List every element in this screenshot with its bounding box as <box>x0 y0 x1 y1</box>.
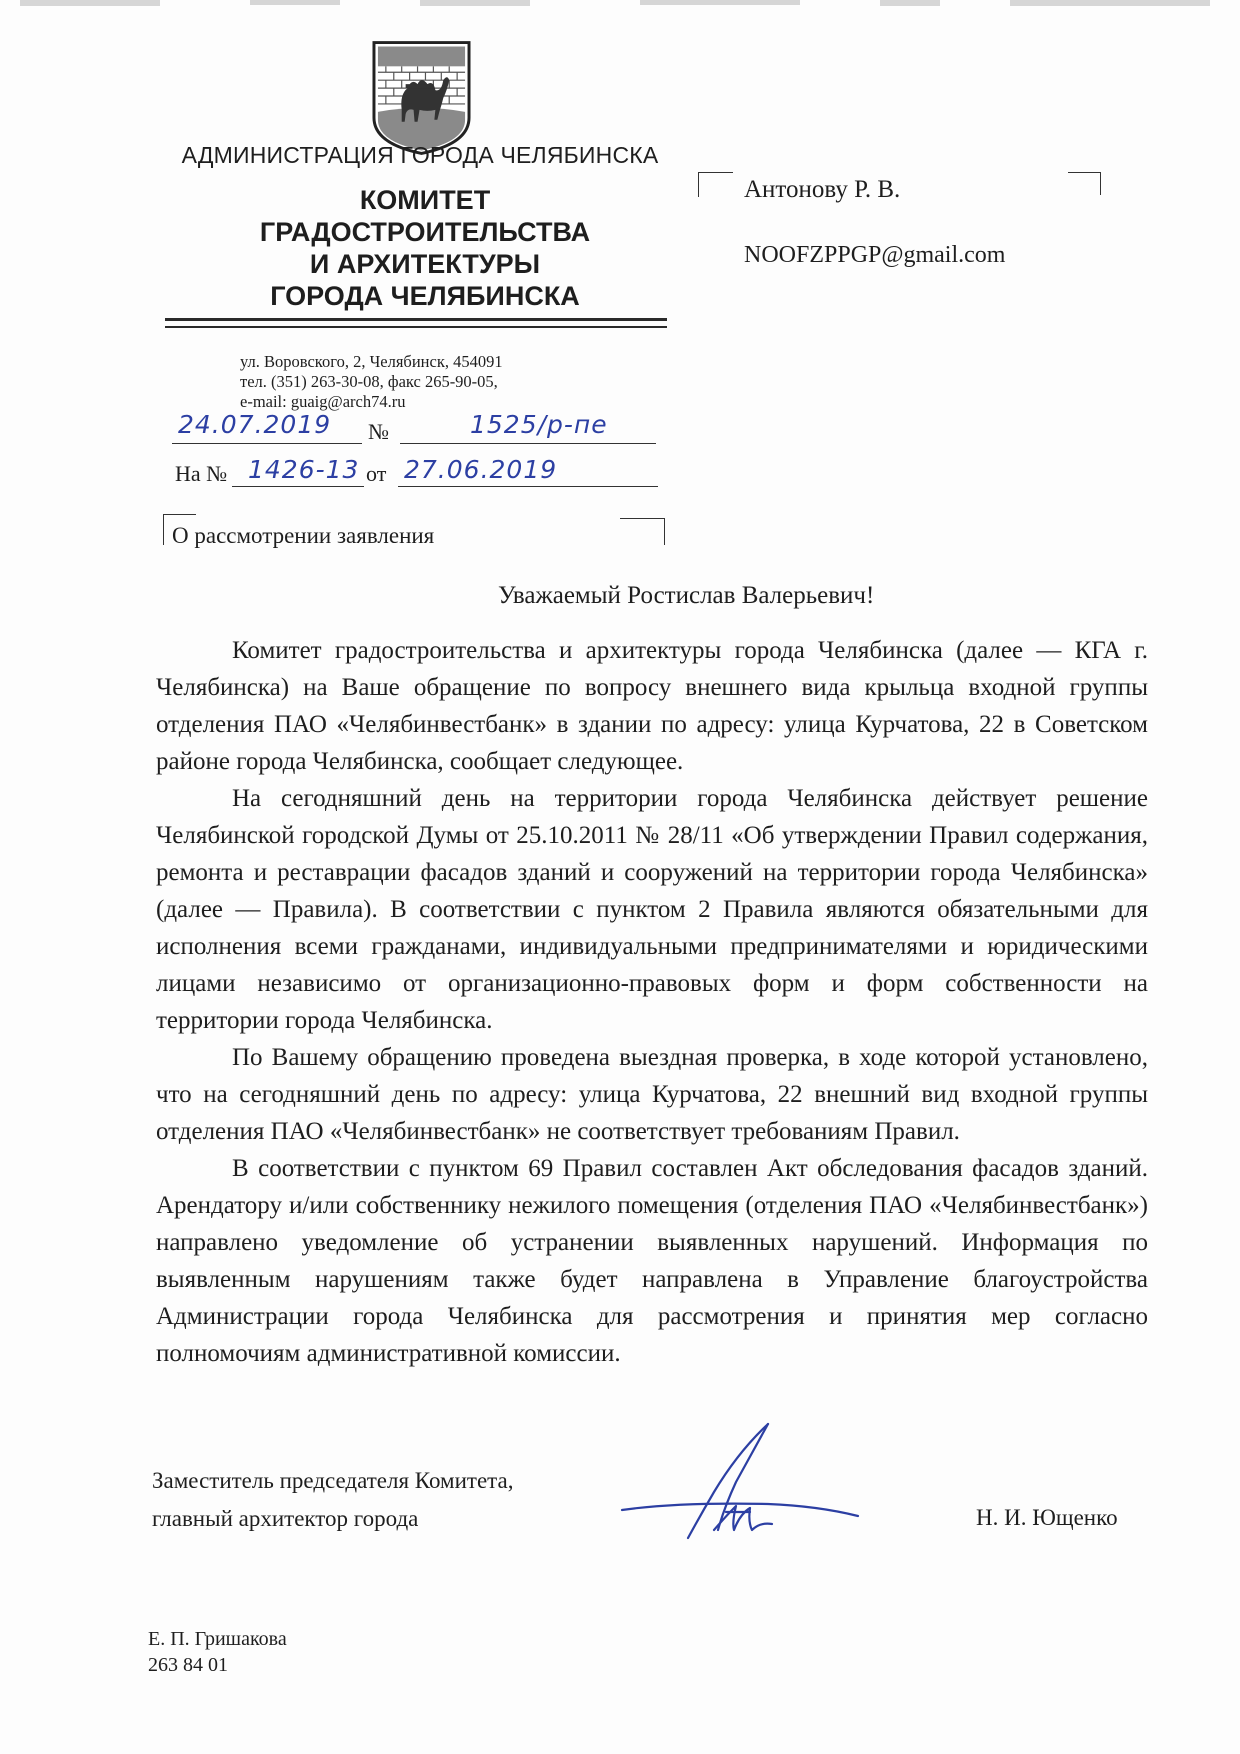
reply-date: 27.06.2019 <box>404 455 558 484</box>
committee-name-line: ГРАДОСТРОИТЕЛЬСТВА <box>259 217 591 247</box>
signatory-name: Н. И. Ющенко <box>976 1505 1118 1530</box>
outgoing-number: 1525/р-пе <box>470 410 608 439</box>
reply-number-underline <box>232 486 364 487</box>
addressee-name: Антонову Р. В. <box>744 176 901 203</box>
addressee-corner-left <box>698 172 733 197</box>
subject-line: О рассмотрении заявления <box>172 523 435 548</box>
date-underline <box>172 443 362 444</box>
signatory-title-line: главный архитектор города <box>152 1506 419 1531</box>
addressee-email: NOOFZPPGP@gmail.com <box>744 242 1006 268</box>
header-divider-thick <box>165 318 667 321</box>
committee-contacts <box>240 352 640 412</box>
salutation: Уважаемый Ростислав Валерьевич! <box>498 582 875 609</box>
header-divider-thin <box>165 326 667 328</box>
committee-name <box>165 184 685 312</box>
letter-body <box>156 632 1148 1372</box>
reply-number: 1426-13 <box>248 455 360 484</box>
number-label: № <box>368 419 389 444</box>
handwritten-signature <box>618 1412 868 1552</box>
scan-edge-artifact <box>0 0 1240 26</box>
reply-date-underline <box>398 486 658 487</box>
addressee-corner-right <box>1068 172 1101 195</box>
executor-phone: 263 84 01 <box>148 1654 228 1676</box>
subject-corner-right <box>620 518 665 545</box>
signatory-title <box>152 1462 513 1538</box>
signatory-title-line: Заместитель председателя Комитета, <box>152 1468 514 1493</box>
coat-of-arms-emblem <box>372 40 471 156</box>
executor-info <box>148 1626 287 1678</box>
committee-name-line: И АРХИТЕКТУРЫ <box>309 249 541 279</box>
body-paragraph: В соответствии с пунктом 69 Правил составлен Акт обследования фасадов зданий. Арендатору и/или собственнику нежилого помещения (отделения ПАО «Челябинвестбанк») направлено уведомление об устранении выявленных нарушений. Информация по выявленным нарушениям также будет направлена в Управление благоустройства Администрации города Челябинска для рассмотрения и принятия мер согласно полномочиям административной комиссии. <box>156 1155 1148 1367</box>
body-paragraph: Комитет градостроительства и архитектуры города Челябинска (далее — КГА г. Челябинска) на Ваше обращение по вопросу внешнего вида крыльца входной группы отделения ПАО «Челябинвестбанк» в здании по адресу: улица Курчатова, 22 в Советском районе города Челябинска, сообщает следующее. <box>156 637 1148 775</box>
contacts-phone: тел. (351) 263-30-08, факс 265-90-05, <box>240 372 498 391</box>
executor-name: Е. П. Гришакова <box>148 1628 287 1650</box>
number-underline <box>400 443 656 444</box>
body-paragraph: На сегодняшний день на территории города Челябинска действует решение Челябинской городской Думы от 25.10.2011 № 28/11 «Об утверждении Правил содержания, ремонта и реставрации фасадов зданий и сооружений на территории города Челябинска» (далее — Правила). В соответствии с пунктом 2 Правила являются обязательными для исполнения всеми гражданами, индивидуальными предпринимателями и юридическими лицами независимо от организационно-правовых форм и форм собственности на территории города Челябинска. <box>156 785 1148 1034</box>
contacts-email: e-mail: guaig@arch74.ru <box>240 392 406 411</box>
outgoing-date: 24.07.2019 <box>178 410 332 439</box>
body-paragraph: По Вашему обращению проведена выездная проверка, в ходе которой установлено, что на сегодняшний день по адресу: улица Курчатова, 22 внешний вид входной группы отделения ПАО «Челябинвестбанк» не соответствует требованиям Правил. <box>156 1044 1148 1145</box>
committee-name-line: ГОРОДА ЧЕЛЯБИНСКА <box>270 281 580 311</box>
reply-number-label: На № <box>175 461 228 486</box>
committee-name-line: КОМИТЕТ <box>359 185 491 215</box>
administration-title: АДМИНИСТРАЦИЯ ГОРОДА ЧЕЛЯБИНСКА <box>181 142 659 168</box>
reply-date-label: от <box>366 461 387 486</box>
contacts-address: ул. Воровского, 2, Челябинск, 454091 <box>240 352 503 371</box>
